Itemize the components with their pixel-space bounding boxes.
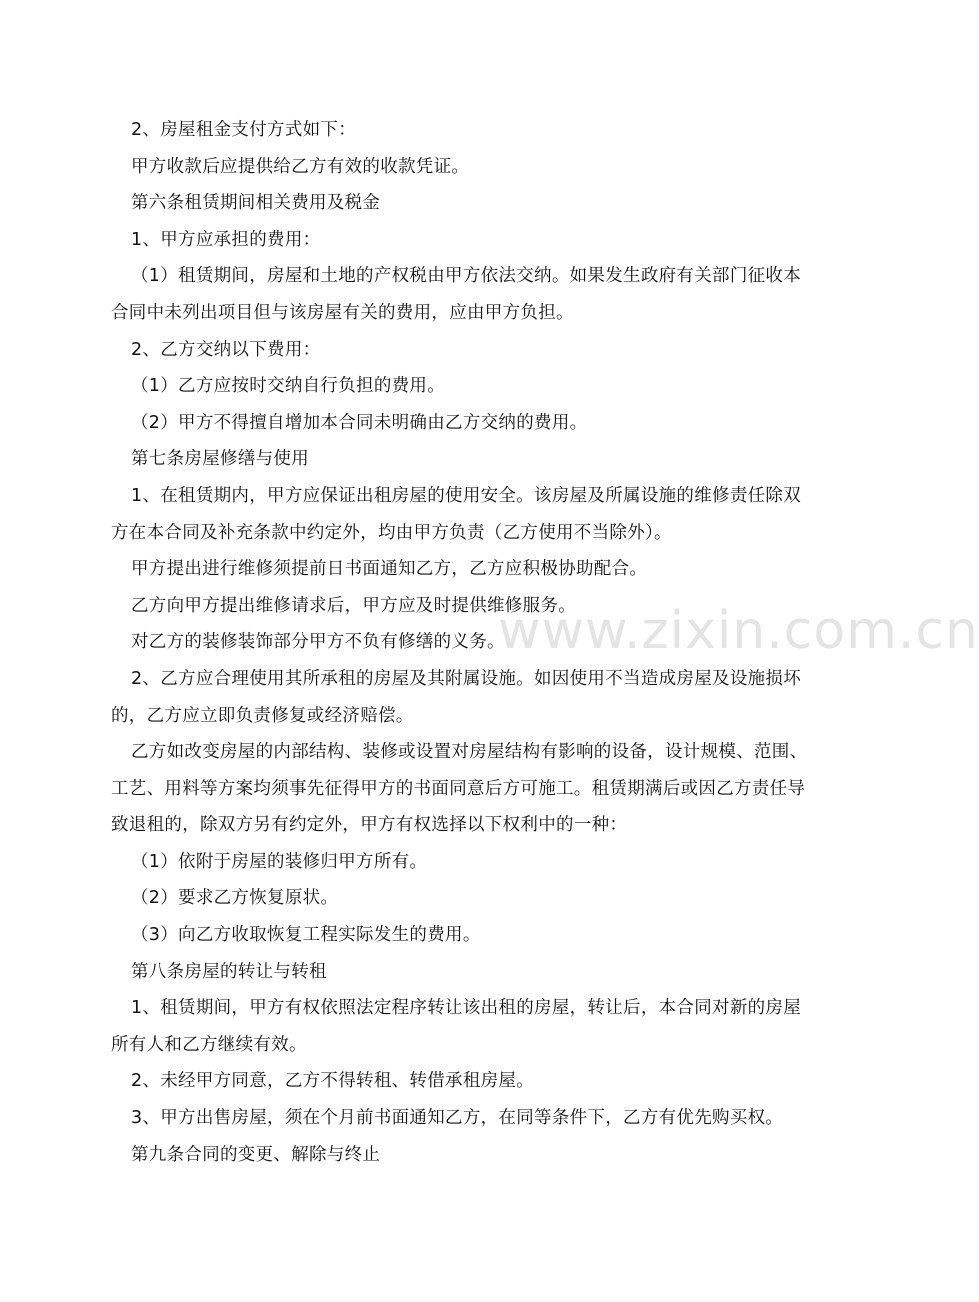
paragraph: 对乙方的装修装饰部分甲方不负有修缮的义务。	[131, 632, 505, 653]
section-heading: 第八条房屋的转让与转租	[131, 961, 327, 982]
paragraph: （1）乙方应按时交纳自行负担的费用。	[131, 376, 446, 397]
paragraph: 2、乙方应合理使用其所承租的房屋及其附属设施。如因使用不当造成房屋及设施损坏的，乙方应立即负责修复或经济赔偿。	[111, 668, 802, 726]
paragraph: 甲方收款后应提供给乙方有效的收款凭证。	[131, 156, 470, 177]
paragraph: 1、在租赁期内，甲方应保证出租房屋的使用安全。该房屋及所属设施的维修责任除双方在本合同及补充条款中约定外，均由甲方负责（乙方使用不当除外）。	[111, 485, 802, 543]
paragraph: （2）要求乙方恢复原状。	[131, 888, 339, 909]
paragraph: （2）甲方不得擅自增加本合同未明确由乙方交纳的费用。	[131, 412, 588, 433]
paragraph: 1、甲方应承担的费用：	[131, 229, 321, 250]
document-body	[111, 112, 811, 1173]
paragraph: （3）向乙方收取恢复工程实际发生的费用。	[131, 925, 481, 946]
paragraph: 3、甲方出售房屋，须在个月前书面通知乙方，在同等条件下，乙方有优先购买权。	[131, 1108, 784, 1129]
paragraph: （1）租赁期间，房屋和土地的产权税由甲方依法交纳。如果发生政府有关部门征收本合同中未列出项目但与该房屋有关的费用，应由甲方负担。	[111, 266, 802, 323]
section-heading: 第七条房屋修缮与使用	[131, 449, 309, 470]
section-heading: 第九条合同的变更、解除与终止	[131, 1144, 381, 1165]
paragraph: 乙方如改变房屋的内部结构、装修或设置对房屋结构有影响的设备，设计规模、范围、工艺、用料等方案均须事先征得甲方的书面同意后方可施工。租赁期满后或因乙方责任导致退租的，除双方另有约定外，甲方有权选择以下权利中的一种：	[111, 742, 808, 836]
paragraph: （1）依附于房屋的装修归甲方所有。	[131, 851, 428, 872]
paragraph: 甲方提出进行维修须提前日书面通知乙方，乙方应积极协助配合。	[131, 559, 648, 580]
paragraph: 乙方向甲方提出维修请求后，甲方应及时提供维修服务。	[131, 595, 576, 616]
paragraph: 2、未经甲方同意，乙方不得转租、转借承租房屋。	[131, 1071, 535, 1092]
section-heading: 第六条租赁期间相关费用及税金	[131, 193, 381, 214]
paragraph: 2、房屋租金支付方式如下：	[131, 120, 357, 140]
paragraph: 2、乙方交纳以下费用：	[131, 339, 321, 360]
paragraph: 1、租赁期间，甲方有权依照法定程序转让该出租的房屋，转让后，本合同对新的房屋所有人和乙方继续有效。	[111, 998, 802, 1055]
watermark-text: www.zixin.com.cn	[498, 601, 979, 661]
